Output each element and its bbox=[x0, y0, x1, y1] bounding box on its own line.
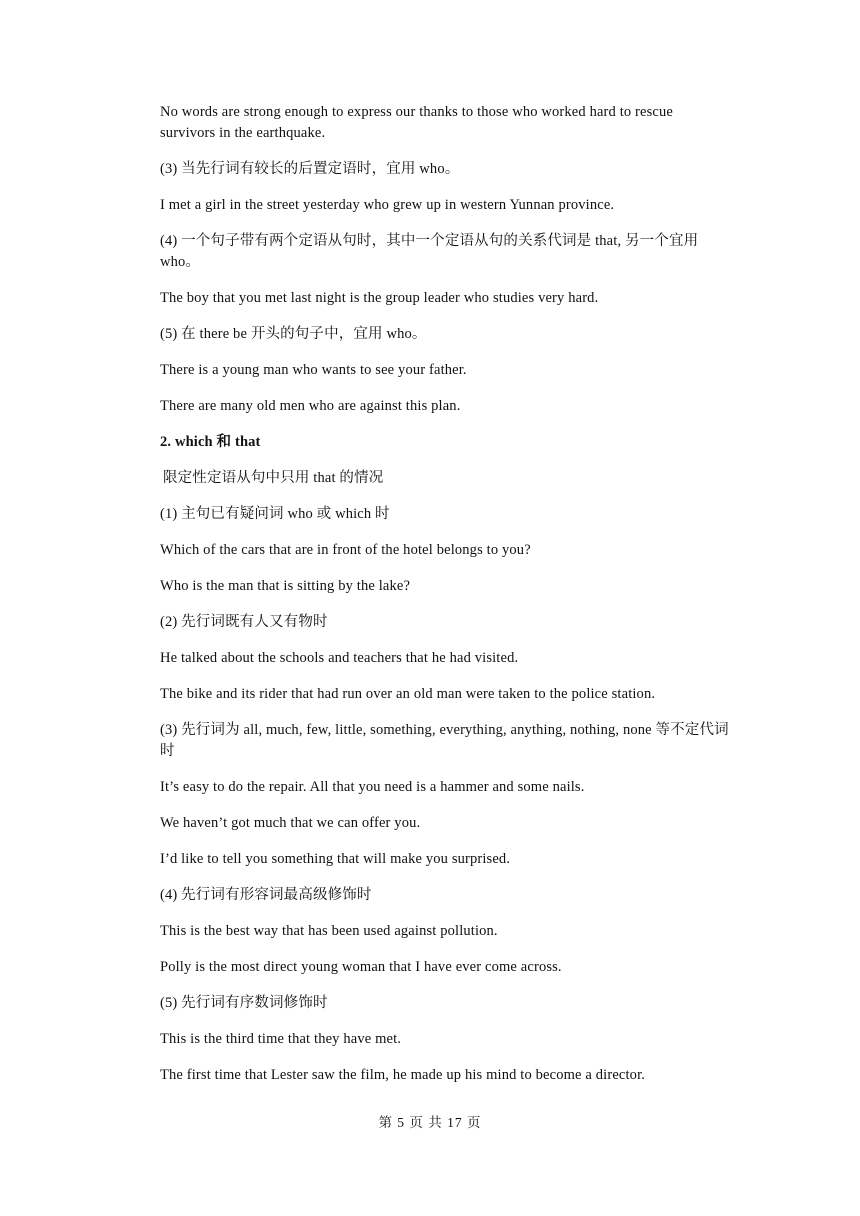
section-heading: 2. which 和 that bbox=[160, 434, 261, 450]
example-sentence: We haven’t got much that we can offer you. bbox=[160, 815, 421, 831]
example-sentence: Who is the man that is sitting by the lake? bbox=[160, 578, 411, 594]
rule-item-4: (4) 一个句子带有两个定语从句时，其中一个定语从句的关系代词是 that, 另一个宜用 who。 bbox=[160, 233, 699, 270]
rule-item-3: (3) 先行词为 all, much, few, little, something, everything, anything, nothing, none 等不定代词时 bbox=[160, 722, 729, 759]
example-sentence: No words are strong enough to express our thanks to those who worked hard to rescue survivors in the earthquake. bbox=[160, 104, 673, 141]
example-sentence: Which of the cars that are in front of the hotel belongs to you? bbox=[160, 542, 531, 558]
page-content bbox=[160, 102, 732, 1101]
example-sentence: There are many old men who are against this plan. bbox=[160, 398, 461, 414]
example-sentence: It’s easy to do the repair. All that you need is a hammer and some nails. bbox=[160, 779, 585, 795]
page-footer: 第 5 页 共 17 页 bbox=[378, 1115, 482, 1130]
rule-item-2: (2) 先行词既有人又有物时 bbox=[160, 614, 328, 630]
example-sentence: The boy that you met last night is the group leader who studies very hard. bbox=[160, 290, 599, 306]
rule-item-3: (3) 当先行词有较长的后置定语时，宜用 who。 bbox=[160, 161, 460, 177]
rule-item-4: (4) 先行词有形容词最高级修饰时 bbox=[160, 887, 372, 903]
example-sentence: This is the third time that they have met. bbox=[160, 1031, 402, 1047]
rule-item-5: (5) 在 there be 开头的句子中，宜用 who。 bbox=[160, 326, 427, 342]
section-intro: 限定性定语从句中只用 that 的情况 bbox=[163, 470, 384, 486]
example-sentence: Polly is the most direct young woman that I have ever come across. bbox=[160, 959, 562, 975]
rule-item-5: (5) 先行词有序数词修饰时 bbox=[160, 995, 328, 1011]
rule-item-1: (1) 主句已有疑问词 who 或 which 时 bbox=[160, 506, 390, 522]
example-sentence: I’d like to tell you something that will make you surprised. bbox=[160, 851, 511, 867]
example-sentence: I met a girl in the street yesterday who grew up in western Yunnan province. bbox=[160, 197, 615, 213]
example-sentence: There is a young man who wants to see your father. bbox=[160, 362, 467, 378]
example-sentence: This is the best way that has been used against pollution. bbox=[160, 923, 498, 939]
example-sentence: The first time that Lester saw the film, he made up his mind to become a director. bbox=[160, 1067, 646, 1083]
example-sentence: The bike and its rider that had run over an old man were taken to the police station. bbox=[160, 686, 656, 702]
example-sentence: He talked about the schools and teachers that he had visited. bbox=[160, 650, 519, 666]
